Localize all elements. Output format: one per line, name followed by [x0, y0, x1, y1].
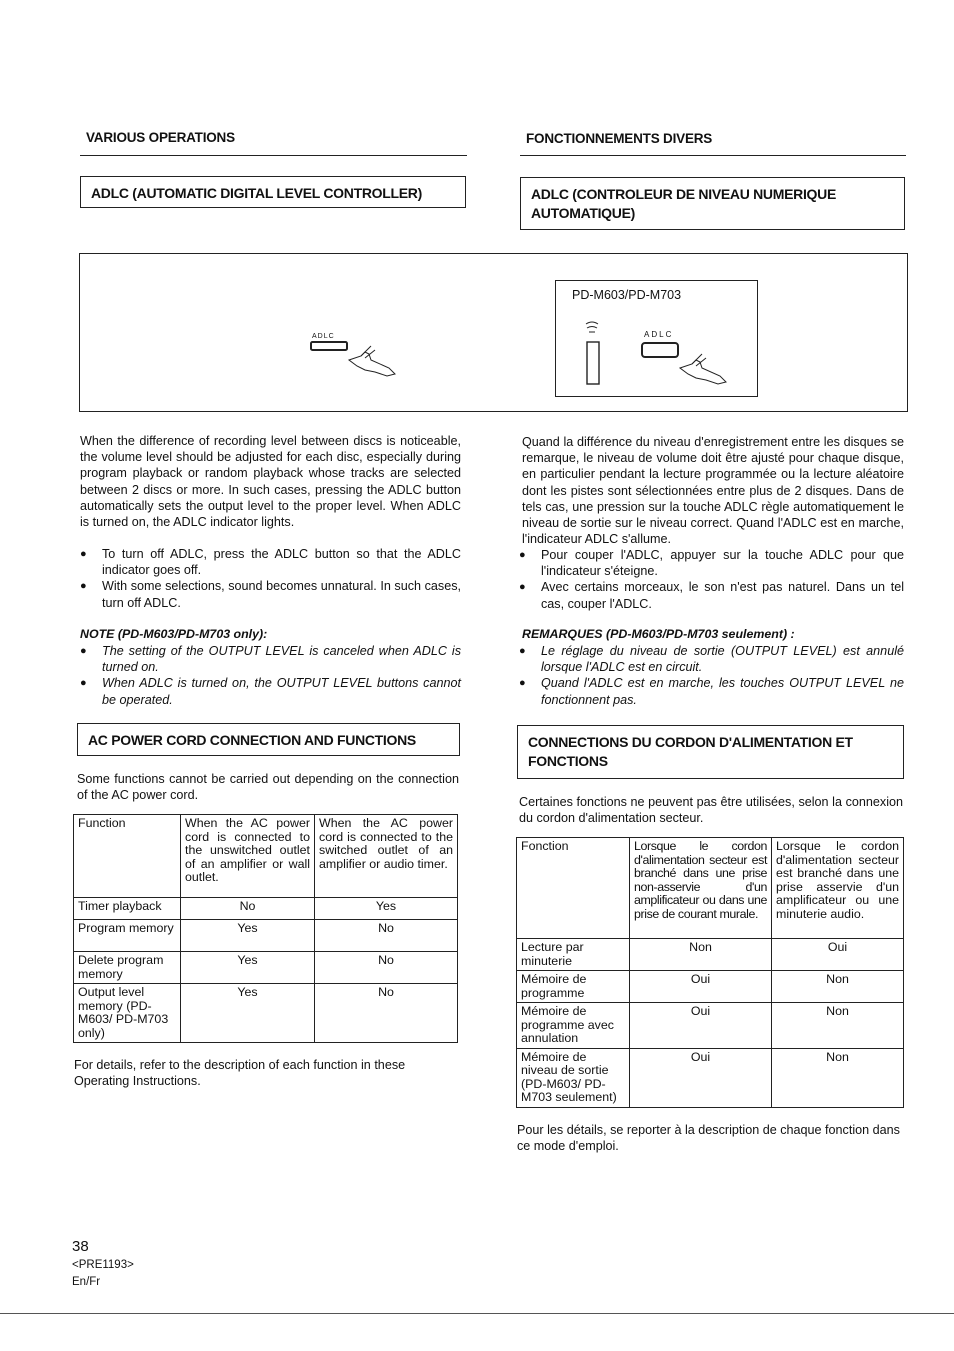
table-header-cell: Lorsque le cordon d'alimentation secteur est branché dans une prise asservie d'un amplificateur ou une minuterie audio.	[772, 838, 904, 939]
table-cell: Yes	[315, 898, 458, 920]
adlc-title-en: ADLC (AUTOMATIC DIGITAL LEVEL CONTROLLER)	[91, 185, 422, 201]
adlc-button-label-fr: ADLC	[644, 330, 674, 339]
table-cell: Mémoire de programme avec annulation	[517, 1003, 630, 1049]
table-cell: Yes	[181, 984, 315, 1043]
adlc-intro-fr: Quand la différence du niveau d'enregistrement entre les disques se remarque, le niveau de volume doit être ajusté pour chaque disque, en particulier pendant la lecture programmée ou la lecture aléatoire dont les pistes sont sélectionnées entre plus de 2 disques. Dans de tels cas, une pression sur la touche ADLC règle automatiquement le niveau de sortie sur le niveau correct. Quand l'ADLC est en marche, l'indicateur ADLC s'allume.	[522, 435, 904, 547]
ac-title-fr: CONNECTIONS DU CORDON D'ALIMENTATION ET FONCTIONS	[528, 734, 853, 769]
table-cell: Oui	[630, 971, 772, 1003]
ac-intro-fr: Certaines fonctions ne peuvent pas être utilisées, selon la connexion du cordon d'alimentation secteur.	[519, 795, 903, 826]
table-cell: No	[315, 952, 458, 984]
table-cell: Delete program memory	[74, 952, 181, 984]
table-row	[517, 1048, 904, 1107]
adlc-bullet-en: ● To turn off ADLC, press the ADLC button so that the ADLC indicator goes off.	[80, 546, 461, 578]
adlc-bullet-en: ● With some selections, sound becomes unnatural. In such cases, turn off ADLC.	[80, 578, 461, 610]
ac-title-box-en	[77, 723, 460, 756]
table-cell: Oui	[630, 1048, 772, 1107]
table-cell: Lecture par minuterie	[517, 939, 630, 971]
table-row	[74, 952, 458, 984]
notes-fr	[519, 643, 904, 708]
table-row	[74, 984, 458, 1043]
function-table-en	[73, 814, 458, 1043]
function-table-fr	[516, 837, 904, 1108]
adlc-title-fr: ADLC (CONTROLEUR DE NIVEAU NUMERIQUE AUTOMATIQUE)	[531, 186, 836, 221]
table-cell: Oui	[630, 1003, 772, 1049]
table-cell: Oui	[772, 939, 904, 971]
note-item-en: ● When ADLC is turned on, the OUTPUT LEVEL buttons cannot be operated.	[80, 675, 461, 707]
header-rule-en	[80, 155, 467, 156]
table-row	[517, 939, 904, 971]
adlc-button-label-en: ADLC	[312, 333, 335, 340]
table-cell: Non	[772, 1003, 904, 1049]
note-item-fr: ● Le réglage du niveau de sortie (OUTPUT LEVEL) est annulé lorsque l'ADLC est en circuit.	[519, 643, 904, 675]
adlc-indicator-icon	[582, 320, 602, 386]
model-label: PD-M603/PD-M703	[572, 288, 682, 302]
table-row	[74, 898, 458, 920]
language-code: En/Fr	[72, 1276, 101, 1288]
table-cell: Non	[772, 971, 904, 1003]
page-number: 38	[72, 1238, 89, 1255]
table-row	[517, 1003, 904, 1049]
table-cell: Yes	[181, 952, 315, 984]
details-en: For details, refer to the description of each function in these Operating Instructions.	[74, 1058, 406, 1089]
table-cell: Non	[630, 939, 772, 971]
table-header-cell: Lorsque le cordon d'alimentation secteur est branché dans une prise non-asservie d'un amplificateur ou dans une prise de courant murale.	[630, 838, 772, 939]
table-cell: Non	[772, 1048, 904, 1107]
adlc-intro-en: When the difference of recording level between discs is noticeable, the volume level should be adjusted for each disc, especially during program playback or random playback whose tracks are selected between 2 discs or more. In such cases, pressing the ADLC button automatically sets the output level to the proper level. When ADLC is turned on, the ADLC indicator lights.	[80, 434, 461, 530]
table-header-cell: Function	[74, 815, 181, 898]
table-header-cell: When the AC power cord is connected to the switched outlet of an amplifier or audio timer.	[315, 815, 458, 898]
ac-intro-en: Some functions cannot be carried out depending on the connection of the AC power cord.	[77, 772, 459, 803]
table-cell: Output level memory (PD-M603/ PD-M703 only)	[74, 984, 181, 1043]
section-header-en: VARIOUS OPERATIONS	[86, 130, 235, 145]
table-header-cell: When the AC power cord is connected to the unswitched outlet of an amplifier or wall outlet.	[181, 815, 315, 898]
table-cell: Yes	[181, 920, 315, 952]
section-header-fr: FONCTIONNEMENTS DIVERS	[526, 131, 713, 146]
ac-title-en: AC POWER CORD CONNECTION AND FUNCTIONS	[88, 732, 416, 748]
adlc-bullet-fr: ● Pour couper l'ADLC, appuyer sur la touche ADLC pour que l'indicateur s'éteigne.	[519, 547, 904, 579]
table-row	[74, 920, 458, 952]
table-cell: No	[181, 898, 315, 920]
adlc-title-box-fr	[520, 177, 905, 230]
adlc-bullet-fr: ● Avec certains morceaux, le son n'est pas naturel. Dans un tel cas, couper l'ADLC.	[519, 579, 904, 611]
table-cell: No	[315, 920, 458, 952]
header-rule-fr	[520, 155, 906, 156]
table-header-row	[74, 815, 458, 898]
table-cell: Mémoire de niveau de sortie (PD-M603/ PD-M703 seulement)	[517, 1048, 630, 1107]
table-cell: Timer playback	[74, 898, 181, 920]
adlc-button-hand-icon-fr	[640, 340, 736, 388]
footer-rule	[0, 1313, 954, 1314]
note-item-fr: ● Quand l'ADLC est en marche, les touches OUTPUT LEVEL ne fonctionnent pas.	[519, 675, 904, 707]
illustration-frame	[79, 253, 908, 412]
adlc-button-hand-icon	[305, 338, 405, 380]
table-cell: Mémoire de programme	[517, 971, 630, 1003]
table-header-row	[517, 838, 904, 939]
adlc-bullets-fr	[519, 547, 904, 612]
adlc-bullets-en	[80, 546, 461, 611]
note-heading-fr: REMARQUES (PD-M603/PD-M703 seulement) :	[522, 627, 795, 641]
adlc-title-box-en	[80, 176, 466, 208]
note-item-en: ● The setting of the OUTPUT LEVEL is canceled when ADLC is turned on.	[80, 643, 461, 675]
document-code: <PRE1193>	[72, 1259, 134, 1271]
note-heading-en: NOTE (PD-M603/PD-M703 only):	[80, 627, 268, 641]
notes-en	[80, 643, 461, 708]
table-cell: Program memory	[74, 920, 181, 952]
table-cell: No	[315, 984, 458, 1043]
details-fr: Pour les détails, se reporter à la description de chaque fonction dans ce mode d'emploi.	[517, 1123, 900, 1154]
table-header-cell: Fonction	[517, 838, 630, 939]
table-row	[517, 971, 904, 1003]
ac-title-box-fr	[517, 725, 904, 779]
